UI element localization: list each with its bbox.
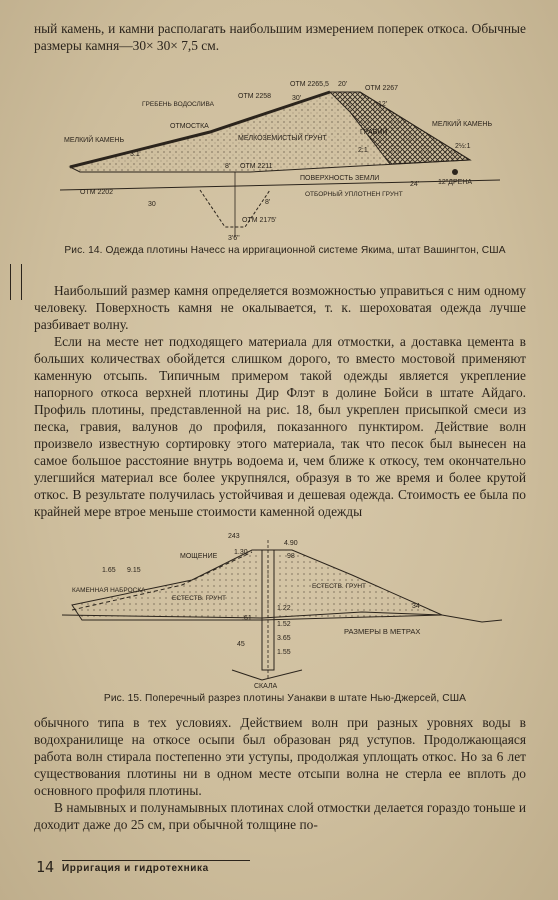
label-d3: 3'6" — [228, 235, 240, 242]
bottom-text — [34, 714, 526, 833]
label-d30: 30' — [292, 95, 302, 102]
label-razmery: РАЗМЕРЫ В МЕТРАХ — [344, 627, 421, 636]
paragraph-2: Если на месте нет подходящего материала для отмостки, а доставка цемента в больших количествах обойдется слишком дорого, то вместо мостовой применяют каменную отсыпь. Типичным примером такой одежды является укрепление напорного откоса верхней плотины Дир Флэт в долине Бойси в штате Айдаго. Профиль плотины, представленной на рис. 18, был укреплен присыпкой смеси из песка, гравия, валунов до профиля, показанного пунктиром. Действие волн произвело известную сортировку этого материала, так что песок был вынесен на самое большое расстояние внутрь водоема и, чем ближе к откосу, тем окончательно улегшийся материал все более укрупнялся, образуя в то же время и более крутой откос. В результате получилась устойчивая и дешевая одежда. Стоимость ее была по крайней мере втрое меньше стоимости каменной одежды — [34, 334, 526, 519]
label-d490: 4.90 — [284, 540, 298, 547]
page-footer — [36, 858, 336, 878]
label-graviy: ГРАВИЙ — [360, 129, 388, 136]
ground-line — [60, 180, 500, 190]
figure-14-caption: Рис. 14. Одежда плотины Начесс на ирригационной системе Якима, штат Вашингтон, США — [64, 245, 506, 256]
label-d152: 1.52 — [277, 621, 291, 628]
label-d365: 3.65 — [277, 635, 291, 642]
label-d915: 9.15 — [127, 567, 141, 574]
paragraph-4: В намывных и полунамывных плотинах слой отмостки делается гораздо тоньше и доходит даже до 25 см, при обычной толщине по- — [34, 800, 526, 832]
label-surface: ПОВЕРХНОСТЬ ЗЕМЛИ — [300, 175, 380, 182]
label-melkiy-left: МЕЛКИЙ КАМЕНЬ — [64, 137, 125, 144]
figure-15-caption: Рис. 15. Поперечный разрез плотины Уанакви в штате Нью-Джерсей, США — [103, 693, 467, 704]
top-paragraph: ный камень, и камни располагать наибольшим измерением поперек откоса. Обычные размеры камня—30× 30× 7,5 см. — [34, 21, 526, 53]
label-moshchenie: МОЩЕНИЕ — [180, 553, 218, 560]
dam-profile — [72, 550, 442, 620]
label-d8b: 8' — [265, 199, 271, 206]
label-crest: ГРЕБЕНЬ ВОДОСЛИВА — [142, 101, 214, 108]
label-otm2202: ОТМ 2202 — [80, 189, 114, 196]
figure-15 — [62, 530, 512, 690]
label-melkozem: МЕЛКОЗЕМИСТЫЙ ГРУНТ — [238, 135, 327, 142]
label-otm2211: ОТМ 2211 — [240, 163, 273, 170]
label-d243: 243 — [228, 533, 240, 540]
label-d45: 45 — [237, 641, 245, 648]
label-otmostka: ОТМОСТКА — [170, 123, 209, 130]
label-r2b: 2½:1 — [455, 143, 471, 150]
margin-mark — [10, 264, 22, 300]
label-r2: 2:1 — [358, 147, 368, 154]
label-skala: СКАЛА — [254, 683, 278, 690]
rock-line — [232, 670, 302, 680]
footer-rule — [62, 860, 250, 861]
figure-15-drawing — [62, 530, 512, 690]
label-otborny: ОТБОРНЫЙ УПЛОТНЕН ГРУНТ — [305, 191, 403, 198]
label-d12: 12' — [378, 101, 388, 108]
figure-14 — [60, 72, 500, 242]
label-melkiy-right: МЕЛКИЙ КАМЕНЬ — [432, 121, 493, 128]
label-d20: 20' — [338, 81, 348, 88]
label-otm2267: ОТМ 2267 — [365, 85, 399, 92]
label-d165: 1.65 — [102, 567, 116, 574]
drain-mark — [452, 169, 458, 175]
label-d061: .61 — [242, 615, 252, 622]
figure-14-drawing — [60, 72, 500, 242]
label-d24: 24' — [410, 181, 420, 188]
label-otm2258: ОТМ 2258 — [238, 93, 272, 100]
main-text — [34, 282, 526, 520]
label-estestv-left: ЕСТЕСТВ. ГРУНТ — [172, 595, 227, 602]
label-r3: 3:1 — [130, 151, 140, 158]
label-otm2265: ОТМ 2265,5 — [290, 81, 329, 88]
label-drain: 12"ДРЕНА — [438, 179, 473, 186]
journal-title: Ирригация и гидротехника — [62, 863, 209, 874]
label-d155: 1.55 — [277, 649, 291, 656]
label-d34: 34 — [412, 603, 420, 610]
paragraph-3: обычного типа в тех условиях. Действием волн при разных уровнях воды в водохранилище на откосе осыпи был образован ряд уступов. Продолжающаяся работа волн стирала постепенно эти уступы, продолжая уплощать откос. Но за 6 лет существования плотины ни в одном месте отсыпи волна не стерла ее вплоть до основного профиля плотины. — [34, 715, 526, 798]
label-d98: 98 — [287, 553, 295, 560]
label-estestv-right: ЕСТЕСТВ. ГРУНТ — [312, 583, 367, 590]
label-d8: 8' — [225, 163, 231, 170]
label-d30b: 30 — [148, 201, 156, 208]
label-d122: 1.22 — [277, 605, 291, 612]
paragraph-1: Наибольший размер камня определяется возможностью управиться с ним одному человеку. Поверхность камня не окалывается, т. к. шероховатая одежда лучше разбивает волну. — [34, 283, 526, 332]
label-d130: 1.30 — [234, 549, 248, 556]
top-text — [34, 20, 526, 54]
label-kamennaya: КАМЕННАЯ НАБРОСКА — [72, 587, 146, 594]
page-number: 14 — [36, 858, 55, 876]
label-otm2175: ОТМ 2175' — [242, 217, 277, 224]
